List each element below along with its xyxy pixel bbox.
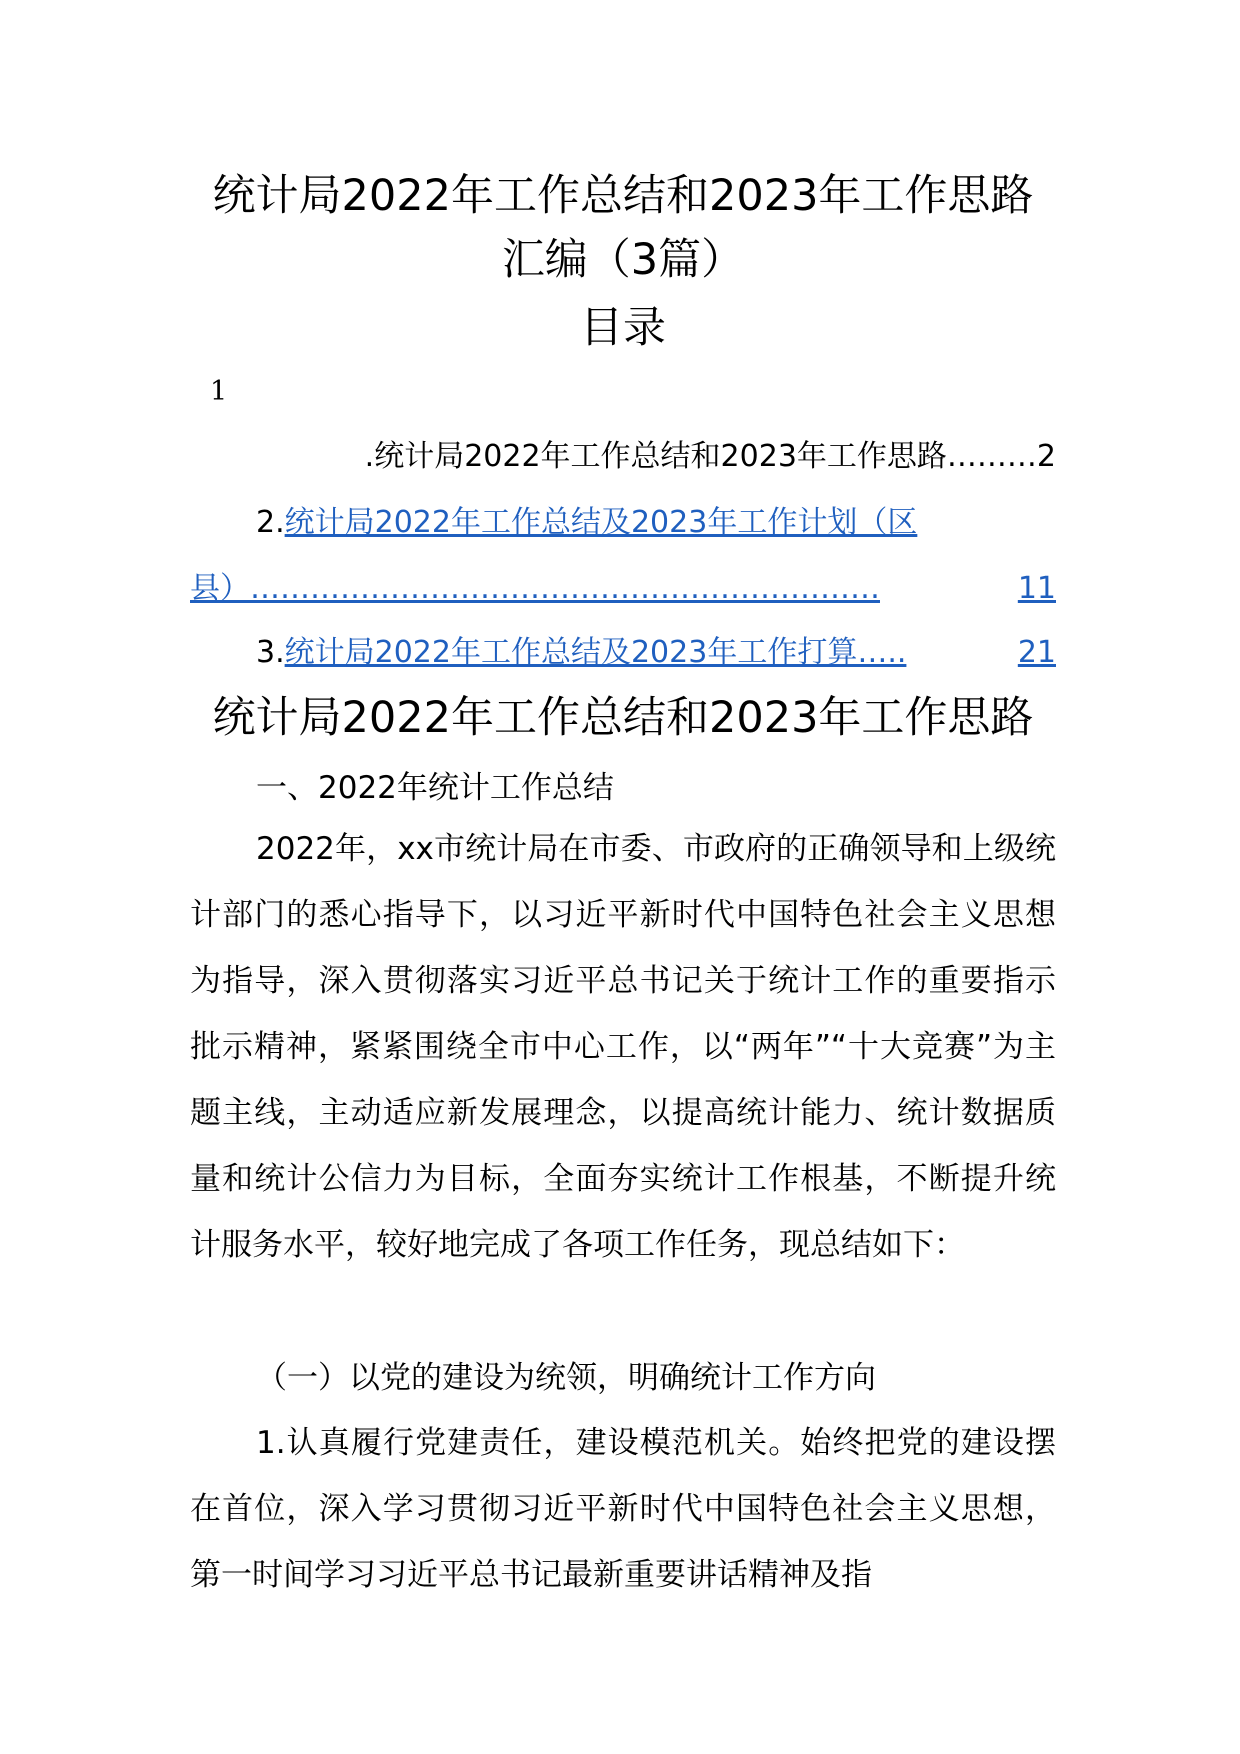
toc-item-3-number: 3. [256,635,285,670]
toc-item-1-text: .统计局2022年工作总结和2023年工作思路……… [364,439,1037,474]
toc-number-prefix: 1 [210,376,228,407]
section-title: 统计局2022年工作总结和2023年工作思路 [212,693,1034,743]
toc-item-3[interactable] [190,633,1056,673]
toc-item-2-link[interactable]: 统计局2022年工作总结及2023年工作计划（区 [284,505,918,540]
toc-item-2-continued[interactable] [190,569,1056,609]
toc-item-2[interactable] [190,503,1056,543]
toc-item-2-number: 2. [256,505,285,540]
document-title-line2: 汇编（3篇） [501,235,745,285]
toc-item-1[interactable] [190,437,1056,477]
heading-2: （一）以党的建设为统领，明确统计工作方向 [256,1360,876,1396]
paragraph-1: 2022年，xx市统计局在市委、市政府的正确领导和上级统计部门的悉心指导下，以习近平新时代中国特色社会主义思想为指导，深入贯彻落实习近平总书记关于统计工作的重要指示批示精神，紧紧围绕全市中心工作，以“两年”“十大竞赛”为主题主线，主动适应新发展理念，以提高统计能力、统计数据质量和统计公信力为目标，全面夯实统计工作根基，不断提升统计服务水平，较好地完成了各项工作任务，现总结如下： [190,831,1056,1263]
heading-1: 一、2022年统计工作总结 [256,770,614,806]
toc-heading: 目录 [580,303,666,353]
toc-item-2-page[interactable]: 11 [1017,571,1056,606]
toc-item-3-link[interactable]: 统计局2022年工作总结及2023年工作打算….. [284,635,907,670]
toc-item-1-page: 2 [1036,439,1056,474]
toc-item-2-link-continued[interactable]: 县）……………………………………………………… [190,571,880,606]
toc-item-3-page[interactable]: 21 [1017,635,1056,670]
document-title-line1: 统计局2022年工作总结和2023年工作思路 [212,171,1034,221]
paragraph-2: 1.认真履行党建责任，建设模范机关。始终把党的建设摆在首位，深入学习贯彻习近平新时代中国特色社会主义思想，第一时间学习习近平总书记最新重要讲话精神及指 [190,1425,1056,1593]
